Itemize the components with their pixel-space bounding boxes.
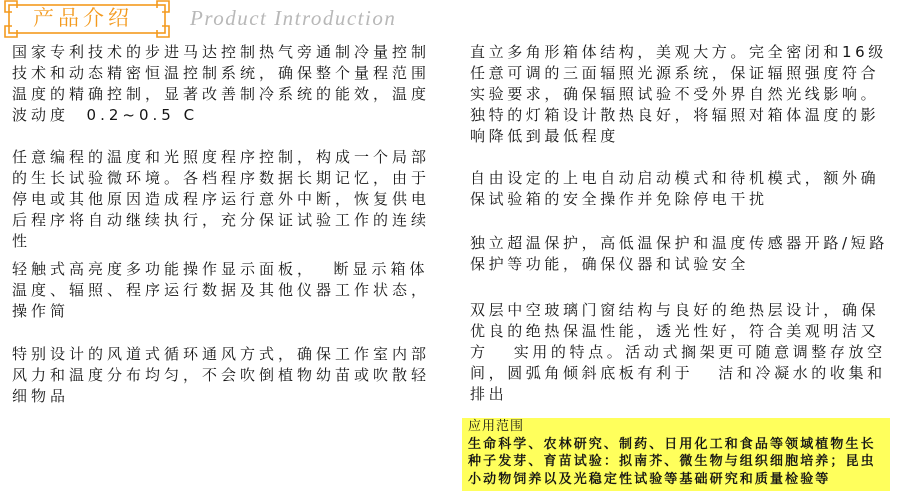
feature-paragraph — [12, 42, 430, 126]
feature-line: 排出 — [470, 385, 508, 403]
feature-line: 保护等功能，确保仪器和试验安全 — [470, 255, 750, 273]
feature-line: 任意可调的三面辐照光源系统，保证辐照强度符合 — [470, 64, 880, 82]
feature-paragraph — [470, 42, 887, 147]
feature-line: 任意编程的温度和光照度程序控制，构成一个局部 — [12, 148, 431, 166]
feature-line: 技术和动态精密恒温控制系统，确保整个量程范围 — [12, 64, 431, 82]
feature-line: 后程序将自动继续执行，充分保证试验工作的连续 — [12, 211, 431, 229]
feature-line: 直立多角形箱体结构，美观大方。完全密闭和16级 — [470, 43, 887, 61]
feature-paragraph — [12, 147, 430, 252]
feature-line: 自由设定的上电自动启动模式和待机模式，额外确 — [470, 169, 880, 187]
feature-line: 特别设计的风道式循环通风方式，确保工作室内部 — [12, 345, 431, 363]
feature-line: 响降低到最低程度 — [470, 127, 619, 145]
section-title: 产品介绍 — [33, 6, 133, 30]
application-scope-line: 小动物饲养以及光稳定性试验等基础研究和质量检验等 — [468, 471, 831, 487]
right-feature-column — [470, 0, 895, 410]
feature-paragraph — [470, 300, 886, 405]
section-subtitle: Product Introduction — [190, 6, 397, 30]
application-scope-title: 应用范围 — [468, 419, 525, 434]
feature-line: 细物品 — [12, 387, 70, 405]
feature-line: 停电或其他原因造成程序运行意外中断，恢复供电 — [12, 190, 431, 208]
feature-line: 双层中空玻璃门窗结构与良好的绝热层设计，确保 — [470, 301, 880, 319]
feature-paragraph — [470, 168, 879, 210]
feature-line: 温度、辐照、程序运行数据及其他仪器工作状态， — [12, 281, 431, 299]
feature-paragraph — [12, 259, 430, 322]
feature-line: 操作简 — [12, 302, 70, 320]
feature-paragraph — [12, 344, 430, 407]
feature-line: 间，圆弧角倾斜底板有利于 洁和冷凝水的收集和 — [470, 364, 886, 382]
application-scope-line: 种子发芽、育苗试验：拟南芥、微生物与组织细胞培养；昆虫 — [468, 454, 876, 469]
feature-line: 轻触式高亮度多功能操作显示面板， 断显示箱体 — [12, 260, 429, 278]
feature-line: 波动度 0.2~0.5 C — [12, 106, 199, 124]
feature-line: 风力和温度分布均匀，不会吹倒植物幼苗或吹散轻 — [12, 366, 431, 384]
feature-line: 国家专利技术的步进马达控制热气旁通制冷量控制 — [12, 43, 431, 61]
feature-line: 独立超温保护，高低温保护和温度传感器开路/短路 — [470, 234, 888, 252]
feature-line: 方 实用的特点。活动式搁架更可随意调整存放空 — [470, 343, 886, 361]
feature-line: 保试验箱的安全操作并免除停电干扰 — [470, 190, 768, 208]
feature-paragraph — [470, 233, 888, 275]
feature-line: 实验要求，确保辐照试验不受外界自然光线影响。 — [470, 85, 880, 103]
feature-line: 独特的灯箱设计散热良好，将辐照对箱体温度的影 — [470, 106, 880, 124]
feature-line: 温度的精确控制，显著改善制冷系统的能效，温度 — [12, 85, 431, 103]
left-feature-column — [12, 0, 452, 410]
feature-line: 性 — [12, 232, 32, 250]
feature-line: 的生长试验微环境。各档程序数据长期记忆，由于 — [12, 169, 431, 187]
application-scope-line: 生命科学、农林研究、制药、日用化工和食品等领域植物生长 — [468, 436, 876, 452]
feature-line: 优良的绝热保温性能，透光性好，符合美观明洁又 — [470, 322, 880, 340]
application-scope-box — [462, 418, 890, 491]
